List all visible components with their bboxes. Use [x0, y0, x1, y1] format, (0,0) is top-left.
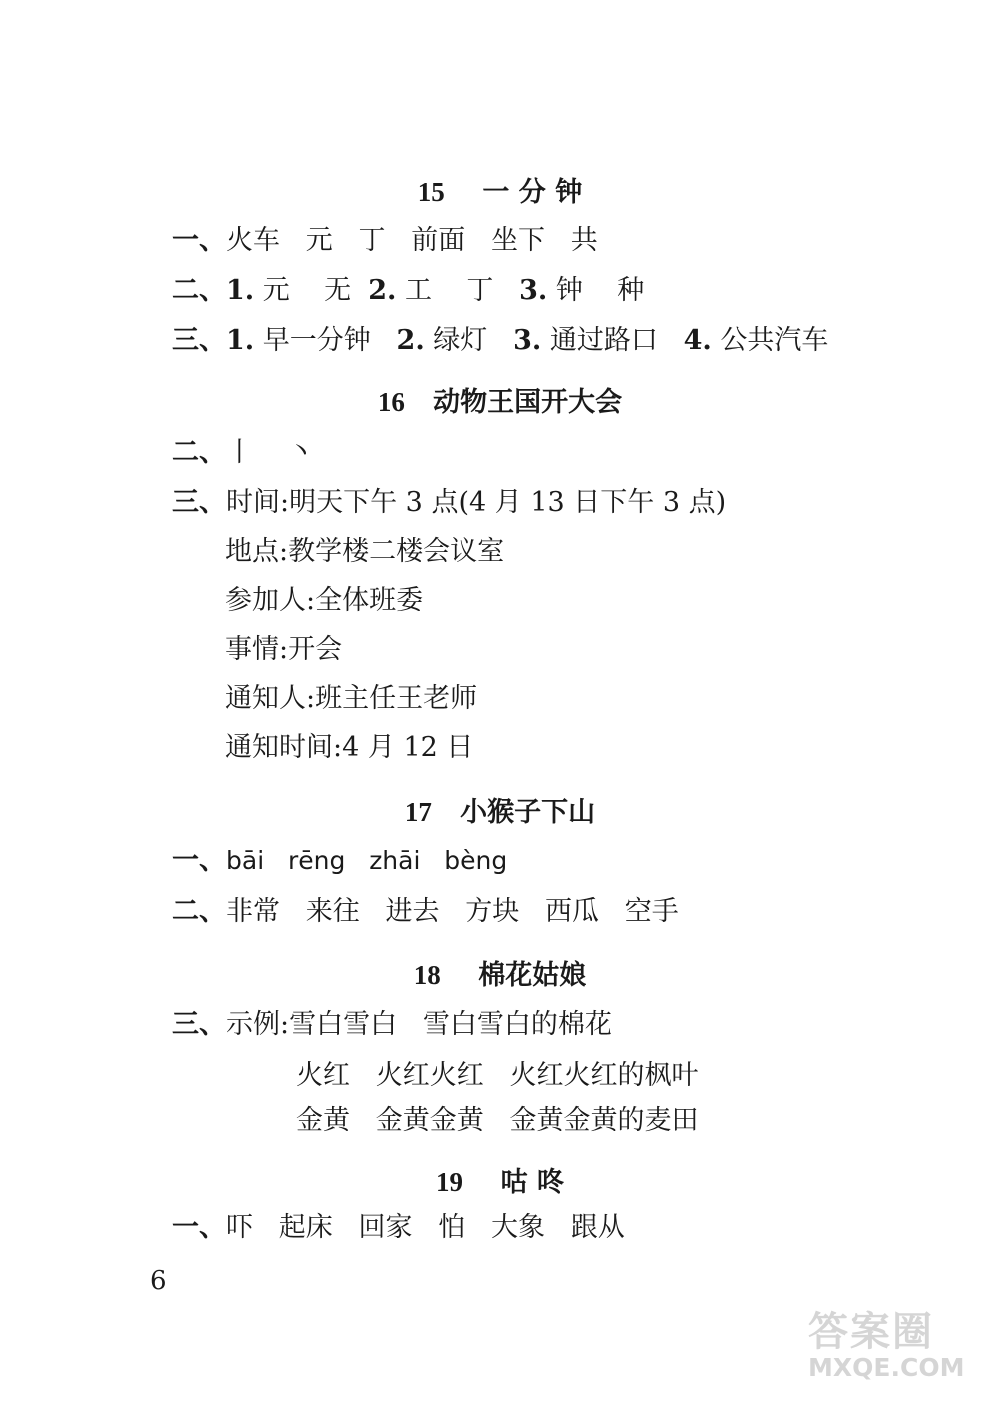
answer-text: 非常 来往 进去 方块 西瓜 空手: [226, 896, 679, 927]
item-marker: 三、: [172, 487, 226, 518]
answer-text: 早一分钟: [254, 325, 397, 356]
pinyin-answer: bāi rēng zhāi bèng: [226, 846, 508, 875]
answer-text: 火车 元 丁 前面 坐下 共: [226, 225, 598, 256]
item-marker: 二、: [172, 437, 226, 468]
answer-text: 通过路口: [541, 325, 684, 356]
answer-text: 元 无: [254, 275, 369, 306]
item-marker: 三、: [172, 325, 226, 356]
section-number: 19: [435, 1167, 463, 1197]
s16-line-3: [225, 535, 504, 569]
s15-line-3: [172, 324, 828, 358]
s15-line-2: [172, 274, 644, 308]
answer-text: 工 丁: [396, 275, 520, 306]
answer-text: 事情:开会: [225, 634, 343, 665]
s18-line-1: [172, 1008, 612, 1042]
section-title: 一 分 钟: [482, 177, 583, 208]
section-title: 棉花姑娘: [478, 960, 587, 991]
section-title: 咕 咚: [500, 1167, 564, 1198]
section-18-heading: [0, 953, 1000, 992]
answer-text: 公共汽车: [711, 325, 829, 356]
watermark-logo: [808, 1300, 993, 1396]
answer-text: 示例:雪白雪白 雪白雪白的棉花: [226, 1009, 612, 1040]
section-19-heading: [0, 1160, 1000, 1199]
sub-number: 3.: [513, 325, 542, 356]
s15-line-1: [172, 224, 598, 258]
s19-line-1: [172, 1211, 625, 1245]
answer-text: 绿灯: [424, 325, 514, 356]
item-marker: 一、: [172, 845, 226, 876]
s16-line-5: [225, 633, 342, 667]
sub-number: 4.: [683, 325, 712, 356]
s16-line-4: [225, 584, 423, 618]
answer-text: 时间:明天下午 3 点(4 月 13 日下午 3 点): [226, 487, 727, 518]
sub-number: 1.: [226, 275, 255, 306]
sub-number: 3.: [519, 275, 548, 306]
section-number: 16: [377, 387, 405, 417]
s18-line-2: [296, 1059, 699, 1093]
section-number: 18: [413, 960, 441, 990]
answer-text: 吓 起床 回家 怕 大象 跟从: [226, 1212, 625, 1243]
answer-text: 通知人:班主任王老师: [225, 683, 478, 714]
s16-line-1: [172, 436, 314, 470]
section-title: 动物王国开大会: [433, 387, 623, 418]
s18-line-3: [296, 1104, 699, 1138]
answer-text: 钟 种: [547, 275, 645, 306]
s16-line-2: [172, 486, 726, 520]
section-title: 小猴子下山: [460, 797, 596, 828]
item-marker: 二、: [172, 896, 226, 927]
section-number: 15: [417, 177, 445, 207]
item-marker: 一、: [172, 225, 226, 256]
watermark-cn: 答案圈: [808, 1309, 934, 1355]
page-number: 6: [150, 1266, 167, 1296]
sub-number: 2.: [396, 325, 425, 356]
answer-text: 参加人:全体班委: [225, 585, 424, 616]
section-number: 17: [404, 797, 432, 827]
s17-line-1: [172, 844, 507, 878]
item-marker: 三、: [172, 1009, 226, 1040]
s16-line-7: [225, 731, 473, 765]
s16-line-6: [225, 682, 477, 716]
answer-text: 丨 丶: [226, 437, 315, 468]
section-16-heading: [0, 380, 1000, 419]
answer-text: 火红 火红火红 火红火红的枫叶: [296, 1060, 699, 1091]
answer-text: 金黄 金黄金黄 金黄金黄的麦田: [296, 1105, 699, 1136]
item-marker: 一、: [172, 1212, 226, 1243]
answer-text: 地点:教学楼二楼会议室: [225, 536, 505, 567]
sub-number: 2.: [368, 275, 397, 306]
item-marker: 二、: [172, 275, 226, 306]
s17-line-2: [172, 895, 679, 929]
sub-number: 1.: [226, 325, 255, 356]
answer-text: 通知时间:4 月 12 日: [225, 732, 474, 763]
section-15-heading: [0, 170, 1000, 209]
section-17-heading: [0, 790, 1000, 829]
watermark-en: MXQE.COM: [808, 1353, 965, 1382]
